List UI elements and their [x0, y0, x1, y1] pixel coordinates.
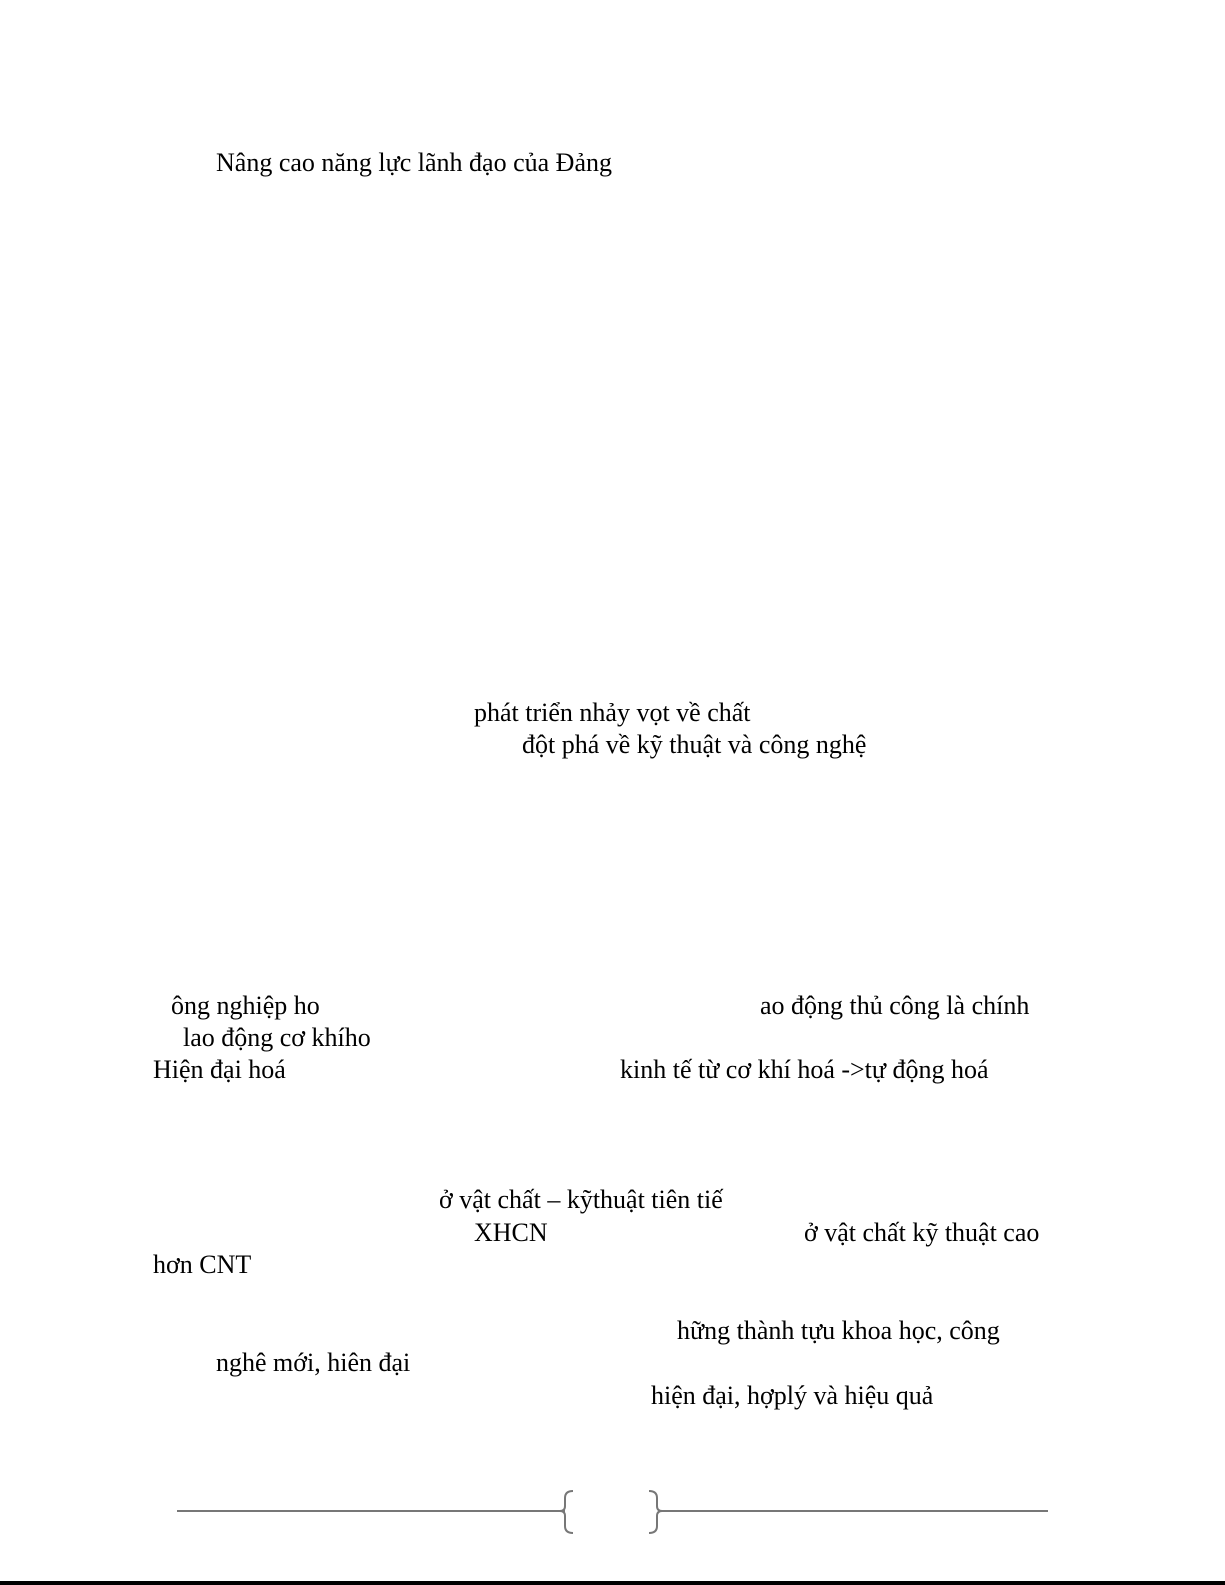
text-line: ở vật chất – kỹthuật tiên tiế [439, 1185, 723, 1214]
page-bottom-border [0, 1581, 1225, 1585]
text-line: hơn CNT [153, 1250, 252, 1279]
text-line: lao động cơ khího [183, 1023, 371, 1052]
text-line: ở vật chất kỹ thuật cao [804, 1218, 1040, 1247]
text-line: phát triển nhảy vọt về chất [474, 698, 751, 727]
text-line: Hiện đại hoá [153, 1055, 286, 1084]
text-line: ao động thủ công là chính [760, 991, 1030, 1020]
text-line: XHCN [474, 1218, 548, 1247]
text-line: kinh tế từ cơ khí hoá ->tự động hoá [620, 1055, 989, 1084]
text-line: nghê mới, hiên đại [216, 1348, 411, 1377]
text-line: hiện đại, hợplý và hiệu quả [651, 1381, 934, 1410]
footer-rule-right [660, 1510, 1048, 1512]
footer-rule-left [177, 1510, 565, 1512]
left-brace-icon [560, 1490, 576, 1534]
text-line-heading: Nâng cao năng lực lãnh đạo của Đảng [216, 148, 612, 177]
text-line: ông nghiệp ho [171, 991, 320, 1020]
right-brace-icon [646, 1490, 662, 1534]
text-line: hững thành tựu khoa học, công [677, 1316, 1000, 1345]
text-line: đột phá về kỹ thuật và công nghệ [522, 730, 867, 759]
